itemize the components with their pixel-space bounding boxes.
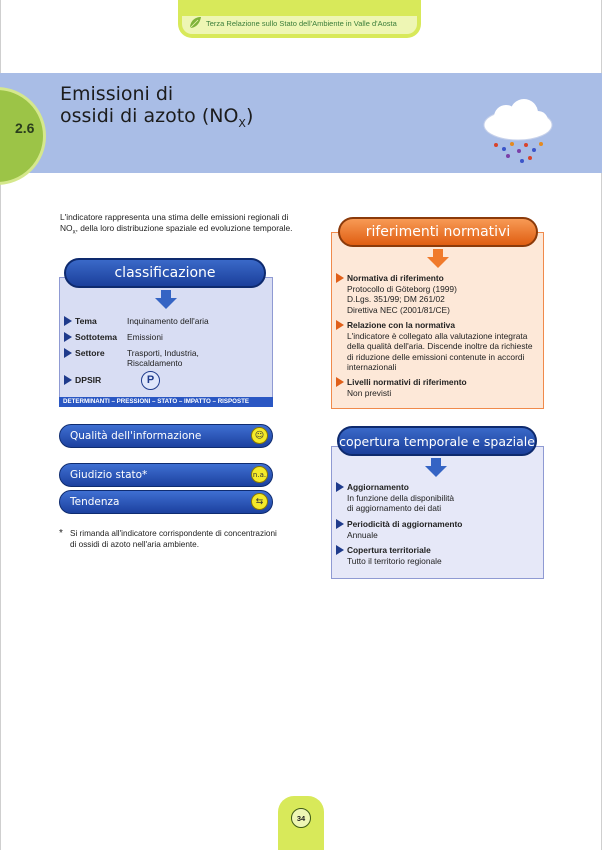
intro-text (60, 212, 300, 239)
running-title: Terza Relazione sullo Stato dell'Ambiente in Valle d'Aosta (206, 19, 397, 28)
footnote-text: Si rimanda all'indicatore corrispondente di concentrazioni di ossidi di azoto nell'aria ambiente. (70, 529, 277, 549)
coverage-item-line: di aggiornamento dei dati (347, 503, 442, 513)
ref-item (336, 320, 541, 373)
na-icon: n.a. (251, 466, 268, 483)
coverage-item-line: Tutto il territorio regionale (347, 555, 442, 566)
ref-item (336, 273, 541, 315)
references-header: riferimenti normativi (338, 217, 538, 247)
header-tab (178, 0, 421, 38)
dpsir-badge: P (141, 371, 160, 390)
class-row-tema (64, 316, 209, 326)
triangle-bullet-icon (336, 519, 344, 529)
class-value: Trasporti, Industria, Riscaldamento (127, 348, 199, 368)
bidirectional-arrows-icon: ⇆ (251, 493, 268, 510)
triangle-bullet-icon (336, 377, 344, 387)
ref-item-line: Protocollo di Göteborg (1999) (347, 283, 457, 294)
ref-item-line: D.Lgs. 351/99; DM 261/02 (347, 294, 445, 304)
page-title (60, 83, 253, 135)
title-end: ) (245, 105, 254, 127)
triangle-bullet-icon (336, 273, 344, 283)
ref-item-title: Normativa di riferimento (347, 273, 444, 283)
cloud-emissions-icon (478, 93, 560, 165)
classification-header: classificazione (64, 258, 266, 288)
triangle-bullet-icon (64, 332, 72, 342)
class-value: Inquinamento dell'aria (127, 316, 209, 326)
ref-item-line: Direttiva NEC (2001/81/CE) (347, 304, 450, 315)
triangle-bullet-icon (336, 320, 344, 330)
arrow-down-icon (426, 249, 450, 269)
class-row-dpsir (64, 375, 127, 385)
footnote-star: * (59, 528, 63, 539)
dpsir-legend-bar: DETERMINANTI – PRESSIONI – STATO – IMPATTO – RISPOSTE (59, 397, 273, 407)
header-tab-inner (182, 16, 417, 34)
rating-state (59, 463, 273, 487)
coverage-item (336, 482, 541, 514)
leaf-icon (188, 16, 202, 30)
title-line1: Emissioni di (60, 83, 174, 105)
rating-label: Tendenza (70, 496, 120, 508)
ref-item (336, 377, 541, 398)
class-row-sottotema (64, 332, 163, 342)
intro-subscript: x (72, 229, 76, 236)
triangle-bullet-icon (64, 316, 72, 326)
coverage-header: copertura temporale e spaziale (337, 426, 537, 456)
ref-item-title: Relazione con la normativa (347, 320, 455, 330)
title-line2: ossidi di azoto (NO (60, 105, 239, 127)
triangle-bullet-icon (336, 545, 344, 555)
class-value: Emissioni (127, 332, 163, 342)
ref-item-line: L'indicatore è collegato alla valutazione integrata della qualità dell'aria. Discende inoltre da richieste di riduzione delle emissioni contenute in accordi internazionali (347, 330, 533, 372)
coverage-item-line: Annuale (347, 529, 378, 540)
intro-text-a: L'indicatore rappresenta una stima delle emissioni regionali di NO (60, 212, 289, 233)
arrow-down-icon (154, 290, 178, 310)
class-key: Tema (75, 316, 97, 326)
coverage-item (336, 545, 541, 566)
class-key: Settore (75, 348, 105, 358)
coverage-item-title: Aggiornamento (347, 482, 409, 492)
title-subscript: X (238, 116, 246, 130)
rating-trend (59, 490, 273, 514)
triangle-bullet-icon (336, 482, 344, 492)
ref-item-line: Non previsti (347, 387, 392, 398)
rating-quality (59, 424, 273, 448)
coverage-item-title: Copertura territoriale (347, 545, 431, 555)
class-key: DPSIR (75, 375, 102, 385)
class-row-settore (64, 348, 227, 368)
coverage-item (336, 519, 541, 540)
coverage-item-title: Periodicità di aggiornamento (347, 519, 463, 529)
class-key: Sottotema (75, 332, 118, 342)
ref-item-title: Livelli normativi di riferimento (347, 377, 467, 387)
page-number: 34 (291, 808, 311, 828)
triangle-bullet-icon (64, 375, 72, 385)
arrow-down-icon (424, 458, 448, 478)
smiley-icon: ☺ (251, 427, 268, 444)
rating-label: Giudizio stato* (70, 469, 148, 481)
section-number: 2.6 (15, 120, 35, 136)
triangle-bullet-icon (64, 348, 72, 358)
coverage-item-line: In funzione della disponibilità (347, 492, 455, 503)
footnote (60, 528, 280, 550)
rating-label: Qualità dell'informazione (70, 430, 202, 442)
intro-text-b: , della loro distribuzione spaziale ed evoluzione temporale. (75, 223, 293, 233)
